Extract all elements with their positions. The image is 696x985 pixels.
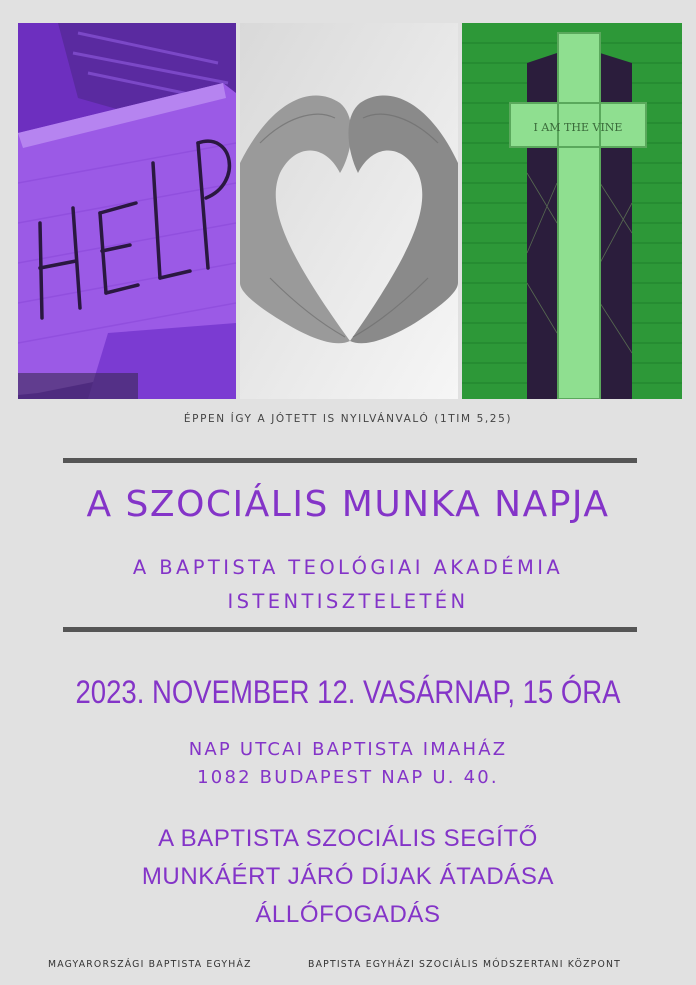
venue-address: 1082 BUDAPEST NAP U. 40. (197, 767, 499, 788)
event-datetime: 2023. NOVEMBER 12. VASÁRNAP, 15 ÓRA (75, 674, 621, 710)
svg-text:I AM THE VINE: I AM THE VINE (533, 121, 623, 134)
divider-bottom (63, 627, 637, 632)
program-line-2: MUNKÁÉRT JÁRÓ DÍJAK ÁTADÁSA (141, 863, 555, 890)
cross-photo (462, 23, 682, 399)
venue-name: NAP UTCAI BAPTISTA IMAHÁZ (188, 739, 508, 760)
event-title: A SZOCIÁLIS MUNKA NAPJA (86, 484, 610, 525)
divider-top (63, 458, 637, 463)
footer-organizer-left: MAGYARORSZÁGI BAPTISTA EGYHÁZ (48, 959, 252, 970)
program-line-1: A BAPTISTA SZOCIÁLIS SEGÍTŐ (158, 825, 538, 852)
subtitle-line-2: ISTENTISZTELETÉN (227, 590, 469, 613)
event-subtitle (0, 551, 696, 619)
event-venue (0, 736, 696, 792)
bible-verse-caption: ÉPPEN ÍGY A JÓTETT IS NYILVÁNVALÓ (1TIM 5,25) (183, 413, 513, 425)
footer-organizer-right: BAPTISTA EGYHÁZI SZOCIÁLIS MÓDSZERTANI KÖZPONT (308, 959, 622, 970)
program-line-3: ÁLLÓFOGADÁS (255, 901, 441, 928)
help-sign-photo (18, 23, 236, 399)
heart-hands-photo (240, 23, 458, 399)
subtitle-line-1: A BAPTISTA TEOLÓGIAI AKADÉMIA (132, 556, 564, 579)
event-program (0, 820, 696, 934)
photo-strip (18, 23, 682, 399)
